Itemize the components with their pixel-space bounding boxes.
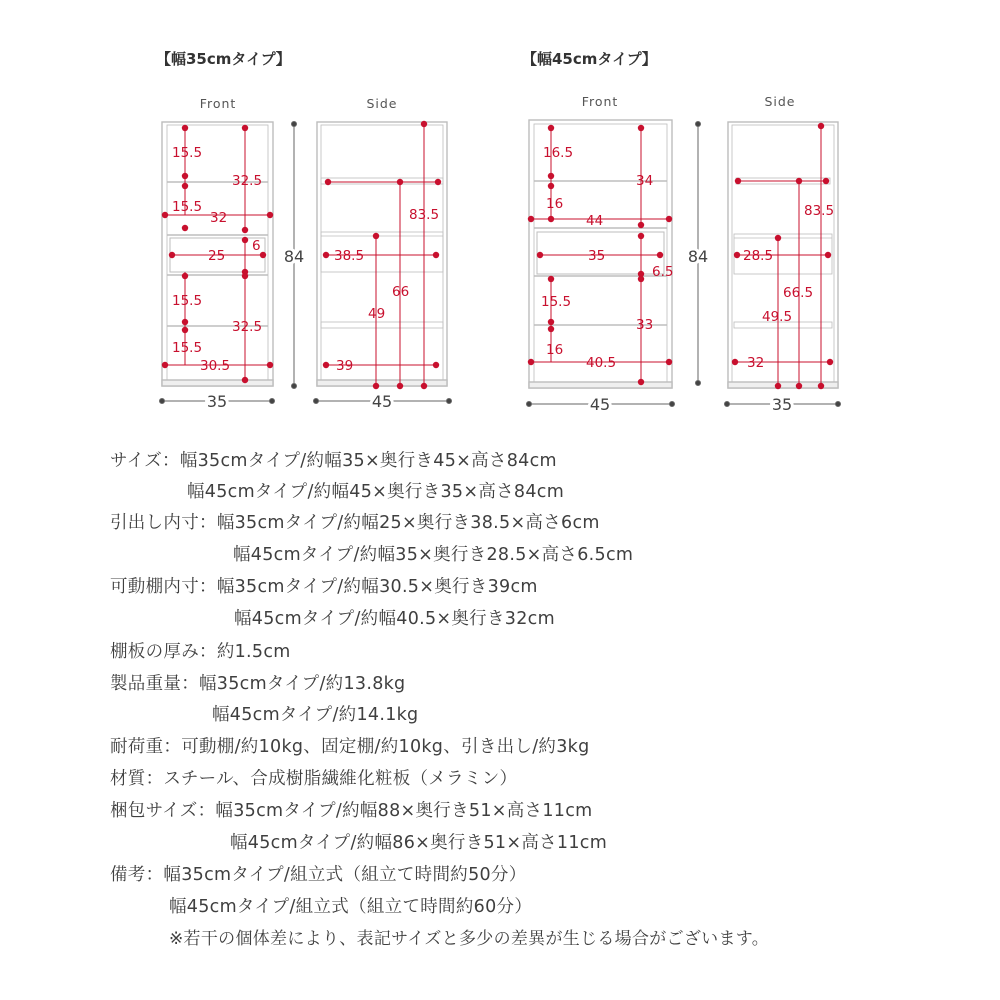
spec-material-row xyxy=(110,768,517,790)
dim-label: 49 xyxy=(368,306,386,322)
spec-drawer-label: 引出し内寸： xyxy=(110,513,217,533)
dim-label: 25 xyxy=(208,248,226,264)
spec-shelf-value-35: 幅35cmタイプ/約幅30.5×奥行き39cm xyxy=(216,577,538,597)
spec-drawer-value-45: 幅45cmタイプ/約幅35×奥行き28.5×高さ6.5cm xyxy=(233,545,634,565)
spec-material-label: 材質： xyxy=(110,769,164,789)
dim-label: 15.5 xyxy=(172,293,203,309)
spec-load-label: 耐荷重： xyxy=(110,737,182,757)
spec-thickness-value: 約1.5cm xyxy=(216,642,291,662)
dim-label: 32.5 xyxy=(232,173,263,189)
dim-label: 35 xyxy=(588,248,606,264)
type35-side-label: Side xyxy=(366,96,398,111)
type45-front-label: Front xyxy=(581,94,619,109)
type45-side-depth: 35 xyxy=(771,395,793,414)
spec-size-row1 xyxy=(110,450,557,472)
spec-package-label: 梱包サイズ： xyxy=(110,801,216,821)
spec-size-value-35: 幅35cmタイプ/約幅35×奥行き45×高さ84cm xyxy=(179,451,557,471)
spec-size-value-45: 幅45cmタイプ/約幅45×奥行き35×高さ84cm xyxy=(187,482,565,502)
dim-label: 32 xyxy=(747,355,765,371)
spec-load-value: 可動棚/約10kg、固定棚/約10kg、引き出し/約3kg xyxy=(181,737,590,757)
spec-drawer-row1 xyxy=(110,512,600,534)
dim-label: 38.5 xyxy=(334,248,365,264)
dim-label: 6.5 xyxy=(652,264,674,280)
spec-package-row1 xyxy=(110,800,592,822)
spec-notes-value-35: 幅35cmタイプ/組立式（組立て時間約50分） xyxy=(163,865,527,885)
spec-shelf-label: 可動棚内寸： xyxy=(110,577,217,597)
dim-label: 39 xyxy=(336,358,354,374)
spec-material-value: スチール、合成樹脂繊維化粧板（メラミン） xyxy=(163,769,518,789)
dimension-diagram xyxy=(0,0,1000,440)
type45-front-width: 45 xyxy=(589,395,611,414)
dim-label: 83.5 xyxy=(804,203,835,219)
spec-shelf-value-45: 幅45cmタイプ/約幅40.5×奥行き32cm xyxy=(234,609,555,629)
dim-label: 34 xyxy=(636,173,654,189)
type35-front-dim-labels xyxy=(172,145,262,374)
type45-front-dim-labels xyxy=(541,145,673,371)
type35-height: 84 xyxy=(283,247,305,266)
dim-label: 15.5 xyxy=(172,145,203,161)
spec-thickness-label: 棚板の厚み： xyxy=(110,642,217,662)
spec-thickness-row xyxy=(110,641,291,663)
type45-height: 84 xyxy=(687,247,709,266)
dim-label: 15.5 xyxy=(172,199,203,215)
type45-side-label: Side xyxy=(764,94,796,109)
type35-title: 【幅35cmタイプ】 xyxy=(156,50,291,68)
dim-label: 32 xyxy=(210,210,228,226)
dim-label: 28.5 xyxy=(743,248,774,264)
type45-title: 【幅45cmタイプ】 xyxy=(522,50,657,68)
spec-notes-value-45: 幅45cmタイプ/組立式（組立て時間約60分） xyxy=(169,897,533,917)
spec-notes-label: 備考： xyxy=(110,865,164,885)
dim-label: 66 xyxy=(392,284,410,300)
dim-label: 15.5 xyxy=(172,340,203,356)
dim-label: 44 xyxy=(586,213,604,229)
spec-drawer-value-35: 幅35cmタイプ/約幅25×奥行き38.5×高さ6cm xyxy=(216,513,600,533)
spec-disclaimer: ※若干の個体差により、表記サイズと多少の差異が生じる場合がございます。 xyxy=(169,929,770,949)
dim-label: 16 xyxy=(546,196,564,212)
spec-shelf-row1 xyxy=(110,576,538,598)
spec-package-value-45: 幅45cmタイプ/約幅86×奥行き51×高さ11cm xyxy=(230,833,608,853)
dim-label: 66.5 xyxy=(783,285,814,301)
spec-weight-value-45: 幅45cmタイプ/約14.1kg xyxy=(212,705,419,725)
type45-side-dim-labels xyxy=(743,203,834,371)
dim-label: 32.5 xyxy=(232,319,263,335)
spec-load-row xyxy=(110,736,590,758)
spec-weight-value-35: 幅35cmタイプ/約13.8kg xyxy=(199,674,406,694)
dim-label: 16.5 xyxy=(543,145,574,161)
dim-label: 83.5 xyxy=(409,207,440,223)
spec-size-label: サイズ： xyxy=(110,451,180,471)
dim-label: 33 xyxy=(636,317,654,333)
spec-notes-row1 xyxy=(110,864,527,886)
dim-label: 30.5 xyxy=(200,358,231,374)
spec-package-value-35: 幅35cmタイプ/約幅88×奥行き51×高さ11cm xyxy=(215,801,593,821)
type35-side-depth: 45 xyxy=(371,392,393,411)
dim-label: 40.5 xyxy=(586,355,617,371)
dim-label: 15.5 xyxy=(541,294,572,310)
type35-front-width: 35 xyxy=(206,392,228,411)
dim-label: 49.5 xyxy=(762,309,793,325)
spec-weight-label: 製品重量： xyxy=(110,674,199,694)
dim-label: 16 xyxy=(546,342,564,358)
type35-front-label: Front xyxy=(199,96,237,111)
spec-weight-row1 xyxy=(110,673,405,695)
dim-label: 6 xyxy=(252,238,261,254)
